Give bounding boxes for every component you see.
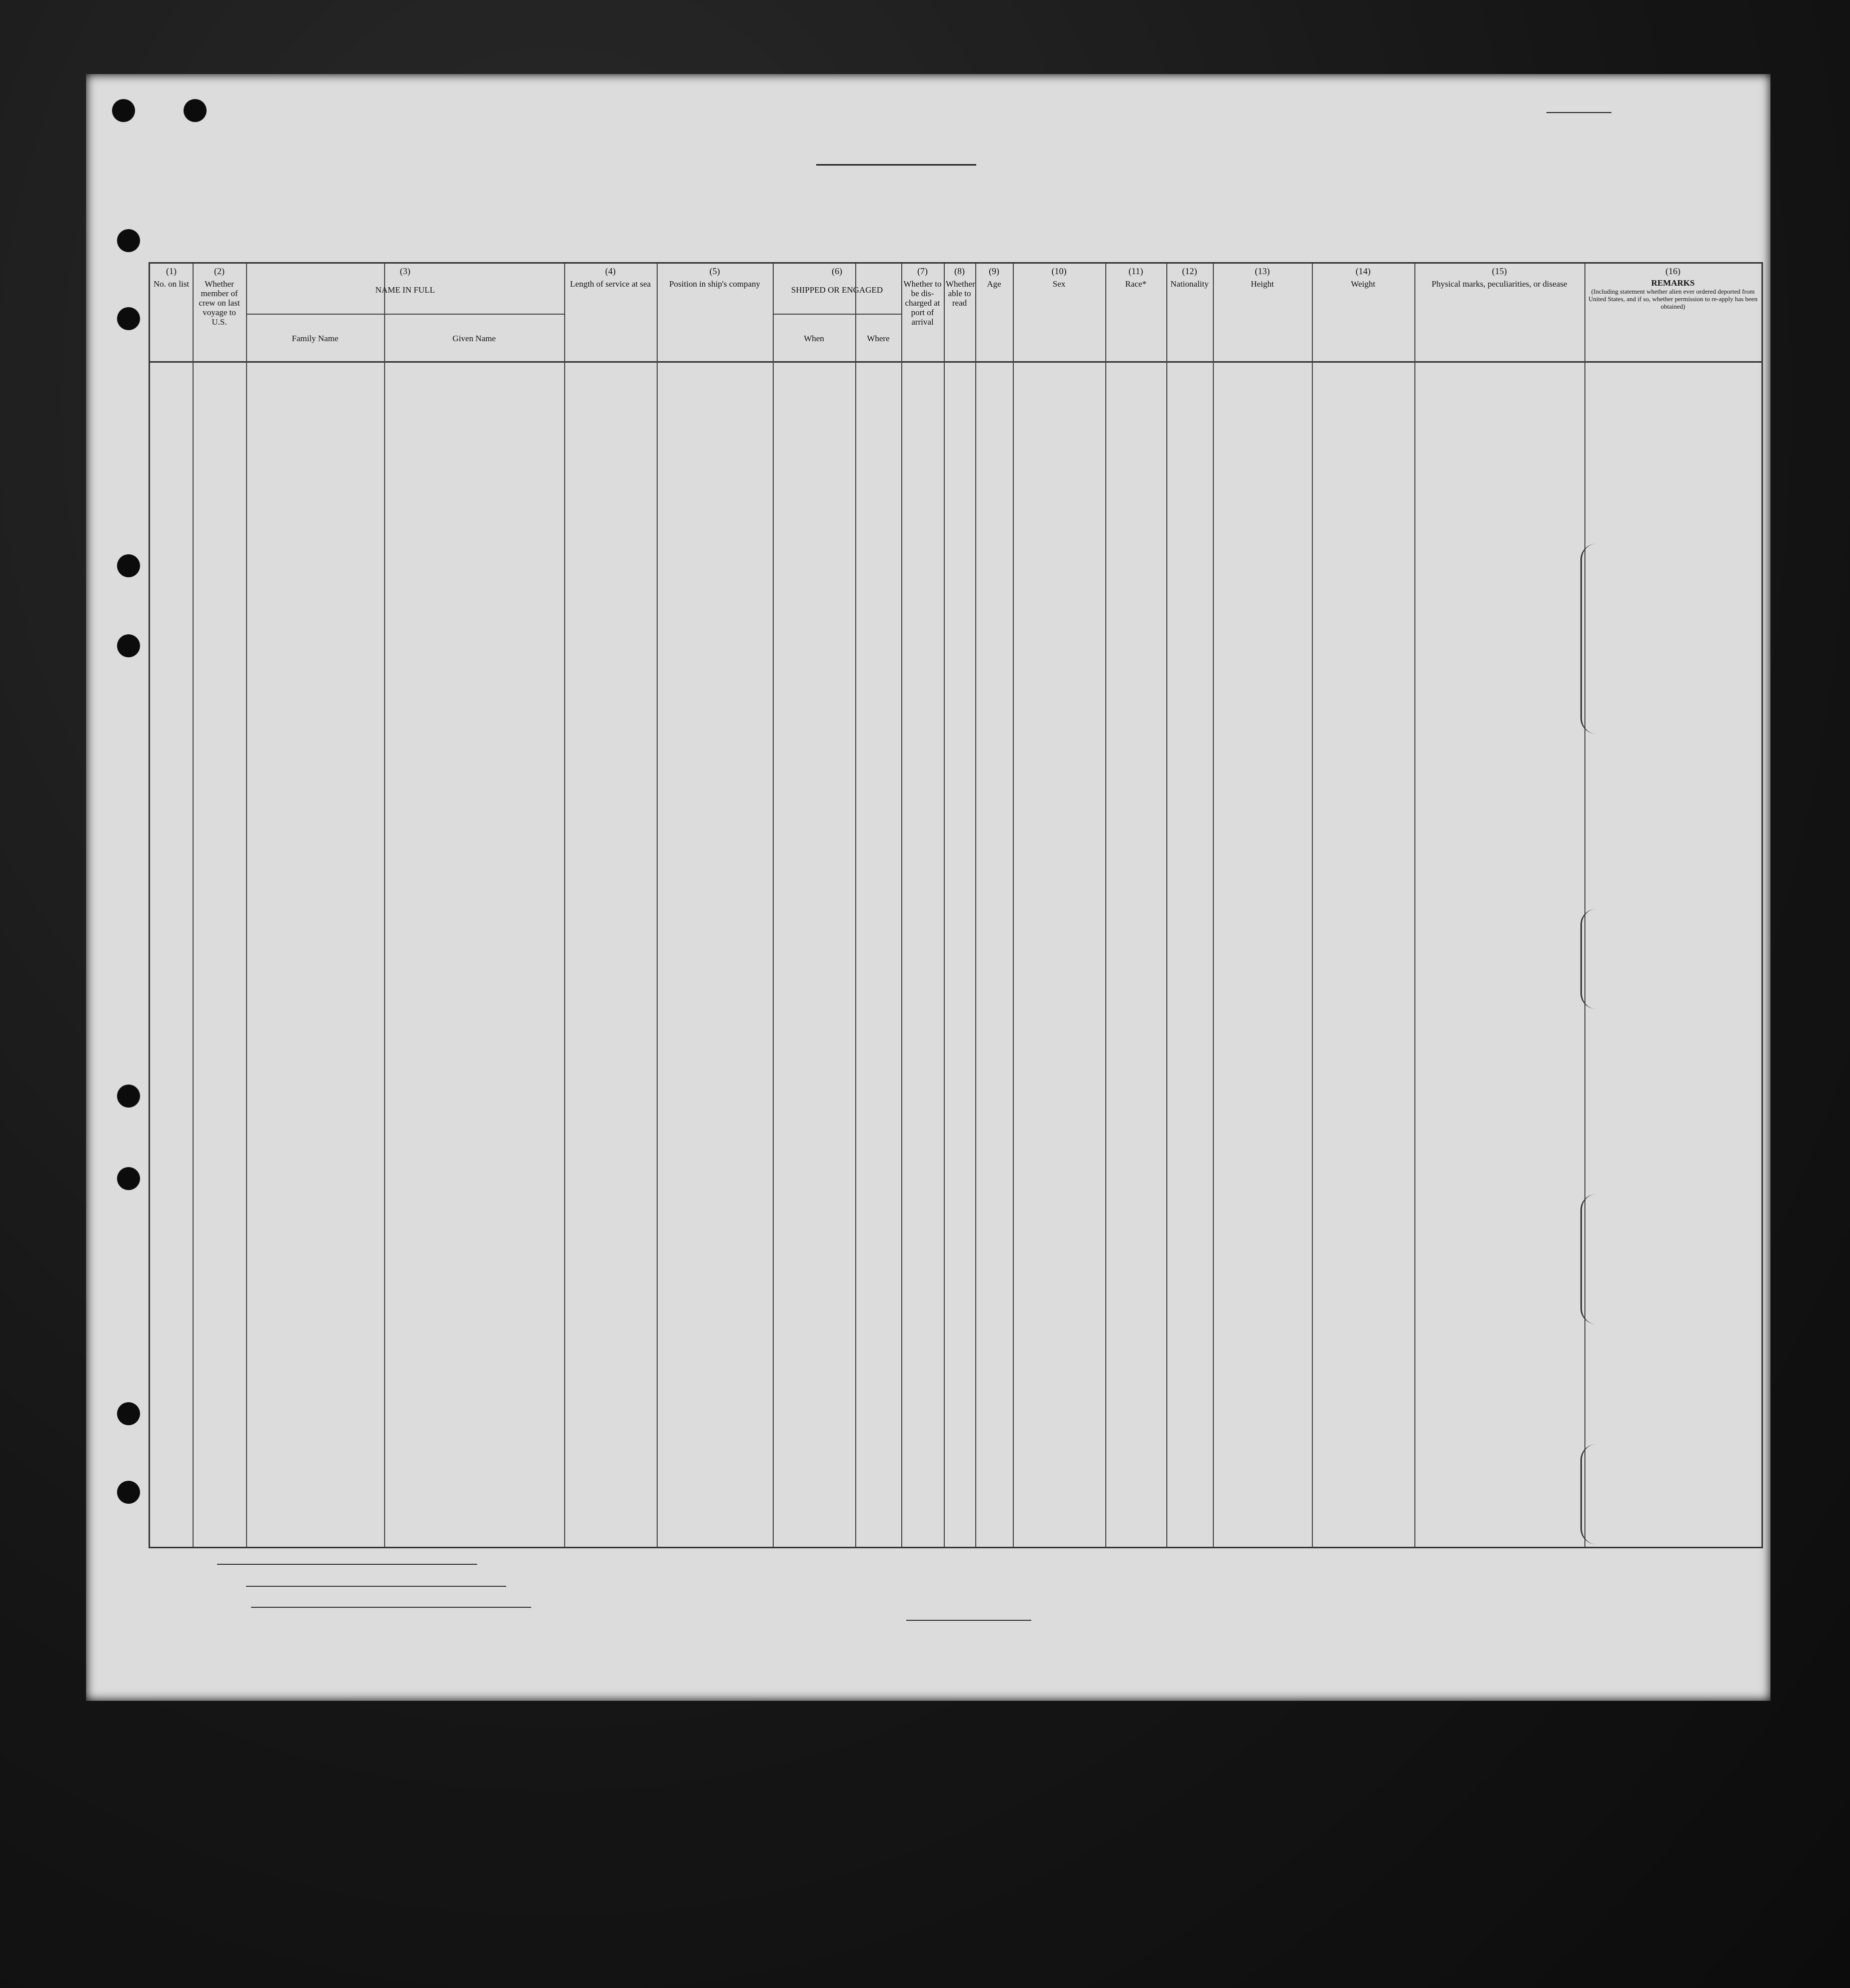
column-rule [855, 264, 856, 1547]
column-label: Race* [1125, 279, 1147, 289]
column-rule [1213, 264, 1214, 1547]
column-number: (4) [605, 266, 616, 276]
line-value [217, 1564, 477, 1565]
voyage-line [111, 224, 1746, 259]
column-number: (5) [709, 266, 720, 276]
column-rule [1414, 264, 1415, 1547]
column-number: (12) [1182, 266, 1197, 276]
column-header [1107, 267, 1164, 289]
binder-hole [117, 1402, 140, 1425]
column-rule [564, 264, 565, 1547]
column-header [1215, 267, 1310, 289]
column-label: NAME IN FULL [375, 285, 435, 295]
bracket-mark [1580, 1194, 1612, 1324]
binder-hole [117, 554, 140, 577]
column-label: REMARKS [1651, 278, 1695, 288]
column-header [977, 267, 1011, 289]
column-number: (1) [166, 266, 177, 276]
column-header [1015, 267, 1103, 289]
column-label: Whether able to read [946, 279, 975, 308]
header-subrule [384, 314, 385, 361]
crew-table [149, 262, 1763, 1548]
column-header [903, 267, 942, 327]
column-number: (10) [1051, 266, 1067, 276]
column-number: (16) [1665, 266, 1680, 276]
binder-hole [112, 99, 135, 122]
binder-hole [117, 1481, 140, 1504]
column-rule [944, 264, 945, 1547]
column-rule [1166, 264, 1167, 1547]
column-header [1168, 267, 1211, 289]
column-number: (3) [400, 266, 411, 276]
column-header [1416, 267, 1582, 289]
column-header [566, 267, 655, 289]
column-rule [1105, 264, 1106, 1547]
column-rule [246, 264, 247, 1547]
header-subrule [246, 314, 564, 315]
column-rule [1584, 264, 1585, 1547]
column-number: (15) [1492, 266, 1507, 276]
column-number: (2) [214, 266, 225, 276]
header-rule [150, 361, 1761, 363]
column-label: Whether to be dis-charged at port of arrival [903, 279, 942, 327]
owners-value [246, 1586, 506, 1587]
column-label: Nationality [1170, 279, 1209, 289]
manifest-sheet [86, 74, 1770, 1701]
column-header [1586, 267, 1759, 310]
column-number: (9) [989, 266, 999, 276]
column-label: Height [1250, 279, 1274, 289]
agents-value [251, 1607, 531, 1608]
column-label: SHIPPED OR ENGAGED [791, 285, 883, 295]
header-subrule [773, 314, 901, 315]
column-subheader: Family Name [292, 334, 339, 343]
column-label: Age [987, 279, 1001, 289]
column-label: Length of service at sea [570, 279, 651, 289]
column-label: No. on list [153, 279, 190, 289]
binder-hole [117, 1167, 140, 1190]
binder-hole [117, 634, 140, 657]
column-header [152, 267, 191, 289]
column-rule [657, 264, 658, 1547]
sheet-number [1546, 103, 1611, 117]
column-rule [1013, 264, 1014, 1547]
bracket-mark [1580, 544, 1612, 734]
bracket-mark [1580, 1444, 1612, 1544]
inspector-label [906, 1620, 1031, 1623]
column-label: Whether member of crew on last voyage to U.S. [199, 279, 240, 327]
column-header [195, 267, 244, 327]
column-number: (8) [954, 266, 965, 276]
column-number: (14) [1355, 266, 1371, 276]
binder-hole [117, 1085, 140, 1108]
column-header [659, 267, 771, 289]
header-subrule [855, 314, 856, 361]
column-subheader: When [804, 334, 824, 343]
column-header [775, 267, 899, 295]
column-number: (6) [832, 266, 842, 276]
column-subheader: Given Name [452, 334, 496, 343]
column-rule [773, 264, 774, 1547]
column-label: Sex [1052, 279, 1066, 289]
column-rule [901, 264, 902, 1547]
column-number: (7) [917, 266, 928, 276]
column-number: (13) [1255, 266, 1270, 276]
column-header [946, 267, 973, 308]
column-label: Physical marks, peculiarities, or disease [1431, 279, 1567, 289]
column-label: Position in ship's company [669, 279, 761, 289]
binder-hole [184, 99, 207, 122]
column-label: Weight [1351, 279, 1375, 289]
column-number: (11) [1128, 266, 1143, 276]
column-header [1314, 267, 1412, 289]
bracket-mark [1580, 909, 1612, 1009]
sheet-number-value [1546, 112, 1611, 113]
column-rule [193, 264, 194, 1547]
title-rule [816, 164, 976, 166]
column-note: (Including statement whether alien ever ordered deported from United States, and if so, whether permission to re-apply has been obtained) [1588, 288, 1757, 310]
column-header [248, 267, 562, 295]
column-rule [1312, 264, 1313, 1547]
column-rule [384, 264, 385, 1547]
column-subheader: Where [867, 334, 890, 343]
column-rule [975, 264, 976, 1547]
binder-hole [117, 307, 140, 330]
